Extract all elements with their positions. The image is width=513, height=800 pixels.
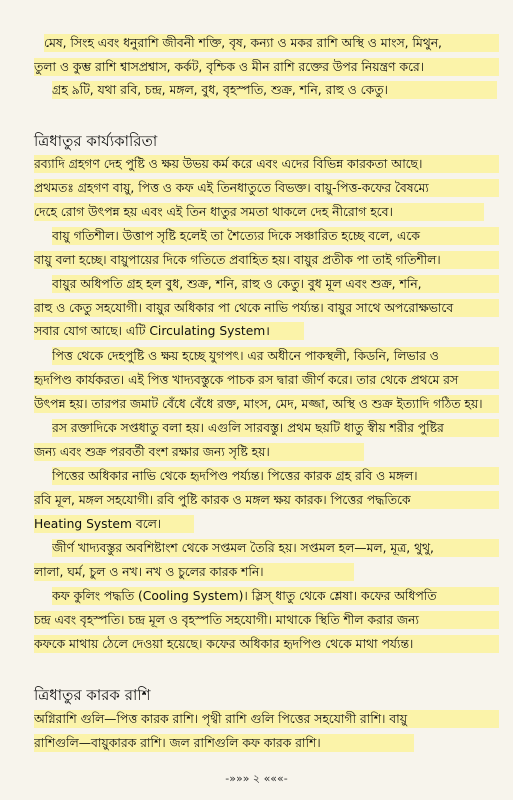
paragraph-line: দেহে রোগ উৎপন্ন হয় এবং এই তিন ধাতুর সমতা থাকলে দেহ নীরোগ হবে।: [34, 203, 484, 221]
paragraph-line: কফকে মাথায় ঠেলে দেওয়া হয়েছে। কফের অধিকার হৃদপিণ্ড থেকে মাথা পর্য্যন্ত।: [34, 635, 499, 653]
paragraph-line: রাহু ও কেতু সহযোগী। বায়ুর অধিকার পা থেকে নাভি পর্য্যন্ত। বায়ুর সাথে অপরোক্ষভাবে: [34, 299, 499, 317]
intro-line-1: মেষ, সিংহ এবং ধনুরাশি জীবনী শক্তি, বৃষ, কন্যা ও মকর রাশি অস্থি ও মাংস, মিথুন,: [44, 34, 499, 52]
paragraph-line: বায়ু বলা হচ্ছে। বায়ুপায়ের দিকে গতিতে প্রবাহিত হয়। বায়ুর প্রতীক পা তাই গতিশীল।: [34, 251, 499, 269]
paragraph-line: লালা, ঘর্ম, চুল ও নখ। নখ ও চুলের কারক শনি।: [34, 563, 354, 581]
paragraph-line: রবি মূল, মঙ্গল সহযোগী। রবি পুষ্টি কারক ও মঙ্গল ক্ষয় কারক। পিত্তের পদ্ধতিকে: [34, 491, 499, 509]
paragraph-line: অগ্নিরাশি গুলি—পিত্ত কারক রাশি। পৃথ্বী রাশি গুলি পিত্তের সহযোগী রাশি। বায়ু: [34, 710, 499, 728]
paragraph-line: কফ কুলিং পদ্ধতি (Cooling System)। স্লিস্ ধাতু থেকে শ্লেষা। কফের অধিপতি: [52, 587, 499, 605]
paragraph-line: পিত্ত থেকে দেহপুষ্টি ও ক্ষয় হচ্ছে যুগপৎ। এর অধীনে পাকস্থলী, কিডনি, লিভার ও: [52, 347, 499, 365]
paragraph-line: জন্য এবং শুক্র পরবর্তী বংশ রক্ষার জন্য সৃষ্টি হয়।: [34, 443, 364, 461]
paragraph-line: রাশিগুলি—বায়ুকারক রাশি। জল রাশিগুলি কফ কারক রাশি।: [34, 734, 414, 752]
paragraph-line: রব্যাদি গ্রহগণ দেহ পুষ্টি ও ক্ষয় উভয় কর্ম করে এবং এদের বিভিন্ন কারকতা আছে।: [34, 155, 499, 173]
paragraph-line: রস রক্তাদিকে সপ্তধাতু বলা হয়। এগুলি সারবস্তু। প্রথম ছয়টি ধাতু স্বীয় শরীর পুষ্টির: [52, 419, 499, 437]
page-number-footer: -»»» ২ «««-: [225, 772, 288, 785]
intro-line-3: গ্রহ ৯টি, যথা রবি, চন্দ্র, মঙ্গল, বুধ, বৃহস্পতি, শুক্র, শনি, রাহু ও কেতু।: [52, 81, 497, 99]
intro-line-2: তুলা ও কুম্ভ রাশি শ্বাসপ্রশ্বাস, কর্কট, বৃশ্চিক ও মীন রাশি রক্তের উপর নিয়ন্ত্রণ করে।: [34, 58, 499, 76]
paragraph-line: বায়ু গতিশীল। উত্তাপ সৃষ্টি হলেই তা শৈত্যের দিকে সঞ্চারিত হচ্ছে বলে, একে: [52, 227, 499, 245]
paragraph-line: উৎপন্ন হয়। তারপর জমাট বেঁধে বেঁধে রক্ত, মাংস, মেদ, মজ্জা, অস্থি ও শুক্র ইত্যাদি গঠিত হয়।: [34, 395, 499, 413]
section-heading-tridhatu-function: ত্রিধাতুর কার্য্যকারিতা: [34, 132, 158, 150]
paragraph-line: চন্দ্র এবং বৃহস্পতি। চন্দ্র মূল ও বৃহস্পতি সহযোগী। মাথাকে স্থিতি শীল করার জন্য: [34, 611, 499, 629]
section-heading-tridhatu-signs: ত্রিধাতুর কারক রাশি: [34, 686, 151, 704]
paragraph-line: পিত্তের অধিকার নাভি থেকে হৃদপিণ্ড পর্য্যন্ত। পিত্তের কারক গ্রহ রবি ও মঙ্গল।: [52, 467, 499, 485]
paragraph-line: সবার যোগ আছে। এটি Circulating System।: [34, 322, 304, 340]
paragraph-line: Heating System বলে।: [34, 515, 194, 533]
paragraph-line: জীর্ণ খাদ্যবস্তুর অবশিষ্টাংশ থেকে সপ্তমল তৈরি হয়। সপ্তমল হল—মল, মূত্র, থুথু,: [52, 539, 499, 557]
paragraph-line: বায়ুর অধিপতি গ্রহ হল বুধ, শুক্র, শনি, রাহু ও কেতু। বুধ মূল এবং শুক্র, শনি,: [52, 275, 499, 293]
paragraph-line: হৃদপিণ্ড কার্যকরত। এই পিত্ত খাদ্যবস্তুকে পাচক রস দ্বারা জীর্ণ করে। তার থেকে প্রথমে রস: [34, 371, 499, 389]
paragraph-line: প্রথমতঃ গ্রহগণ বায়ু, পিত্ত ও কফ এই তিনধাতুতে বিভক্ত। বায়ু-পিত্ত-কফের বৈষম্যে: [34, 179, 499, 197]
